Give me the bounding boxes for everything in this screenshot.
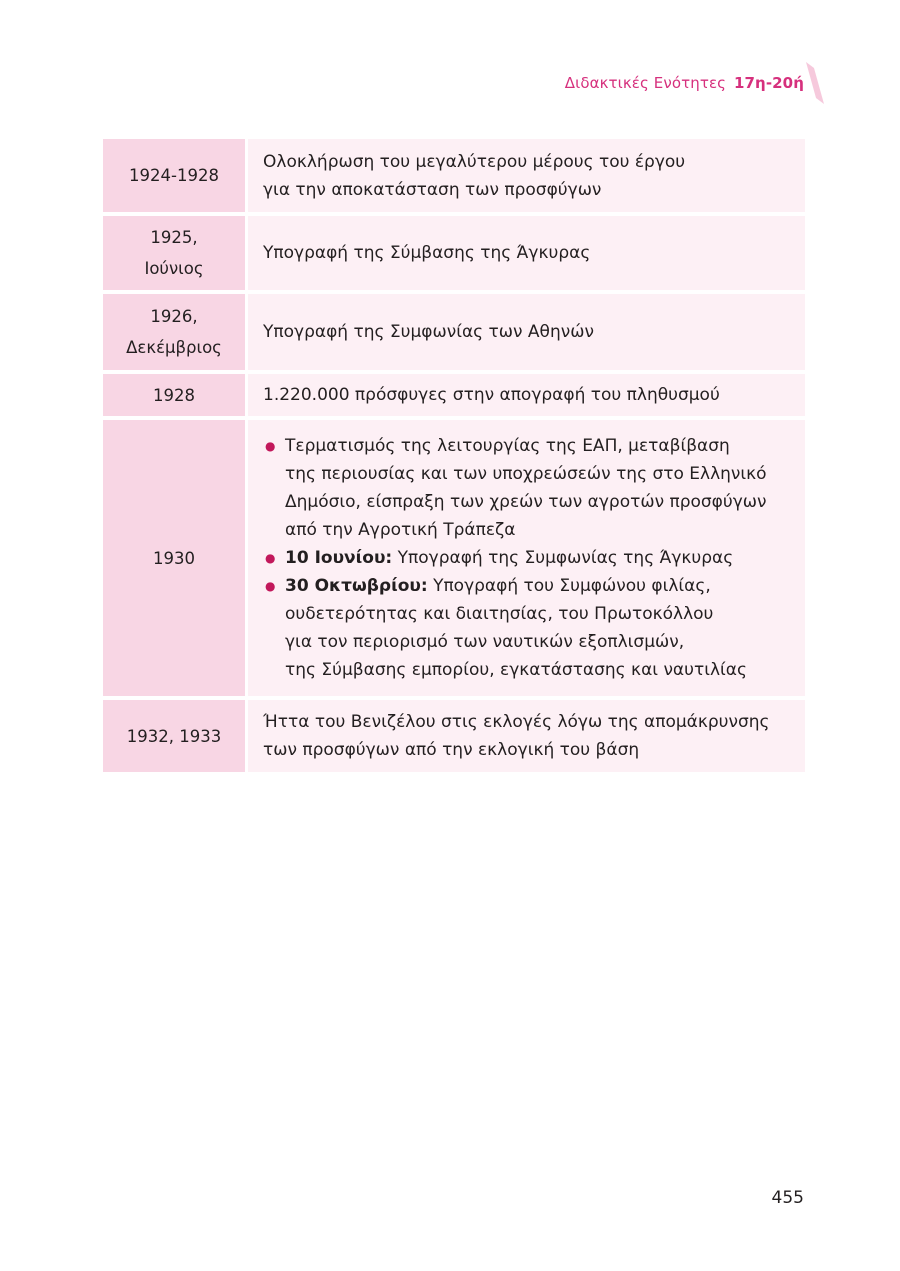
date-cell [103,700,248,772]
event-text: από την Αγροτική Τράπεζα [285,520,516,540]
page-number: 455 [771,1188,804,1208]
table-row [103,700,805,772]
date-label: 1925, [150,228,198,247]
bullet-date: 30 Οκτωβρίου: [285,576,428,596]
event-text-line [285,572,789,600]
date-label: 1928 [153,385,195,405]
date-label: Ιούνιος [144,259,204,278]
event-text-line [285,544,789,572]
event-text: Υπογραφή της Σύμβασης της Άγκυρας [263,243,591,263]
date-cell [103,294,248,370]
event-text: της περιουσίας και των υποχρεώσεών της στο Ελληνικό [285,464,767,484]
event-text: της Σύμβασης εμπορίου, εγκατάστασης και ναυτιλίας [285,660,747,680]
event-text: Ολοκλήρωση του μεγαλύτερου μέρους του έργου [263,151,686,172]
event-bullet-list [263,432,789,684]
event-text: για την αποκατάσταση των προσφύγων [263,179,602,200]
event-text: των προσφύγων από την εκλογική του βάση [263,740,640,760]
date-label: 1924-1928 [129,166,219,185]
event-text: Δημόσιο, είσπραξη των χρεών των αγροτών προσφύγων [285,492,767,512]
event-text: Υπογραφή της Συμφωνίας των Αθηνών [263,322,594,342]
section-label: Διδακτικές Ενότητες [564,74,727,92]
date-cell [103,374,248,416]
list-item [263,432,789,544]
event-cell [248,294,805,370]
table-row [103,139,805,212]
table-row [103,216,805,290]
table-row [103,294,805,370]
bullet-date: 10 Ιουνίου: [285,548,393,568]
table-row [103,420,805,696]
date-label: 1932, 1933 [126,726,222,746]
event-text: Τερματισμός της λειτουργίας της ΕΑΠ, μεταβίβαση [285,436,730,456]
date-cell [103,139,248,212]
list-item [263,572,789,684]
header-tab-decoration [806,62,824,104]
bullet-icon: ● [265,439,276,453]
date-label: Δεκέμβριος [126,338,222,357]
event-cell [248,216,805,290]
date-label: 1930 [153,548,195,568]
running-header [565,74,804,92]
event-cell [248,374,805,416]
list-item [263,544,789,572]
timeline-table [103,135,805,776]
event-text: Υπογραφή της Συμφωνίας της Άγκυρας [397,548,734,568]
event-cell [248,420,805,696]
date-cell [103,216,248,290]
event-text: Υπογραφή του Συμφώνου φιλίας, [433,576,711,596]
date-cell [103,420,248,696]
chapter-range: 17η-20ή [733,74,804,92]
bullet-icon: ● [265,551,276,565]
bullet-icon: ● [265,579,276,593]
event-text: 1.220.000 πρόσφυγες στην απογραφή του πληθυσμού [263,385,720,405]
table-row [103,374,805,416]
event-text: Ήττα του Βενιζέλου στις εκλογές λόγω της απομάκρυνσης [263,712,770,732]
event-cell [248,139,805,212]
event-text: ουδετερότητας και διαιτησίας, του Πρωτοκόλλου [285,604,714,624]
date-label: 1926, [150,307,198,326]
event-cell [248,700,805,772]
event-text: για τον περιορισμό των ναυτικών εξοπλισμών, [285,632,685,652]
